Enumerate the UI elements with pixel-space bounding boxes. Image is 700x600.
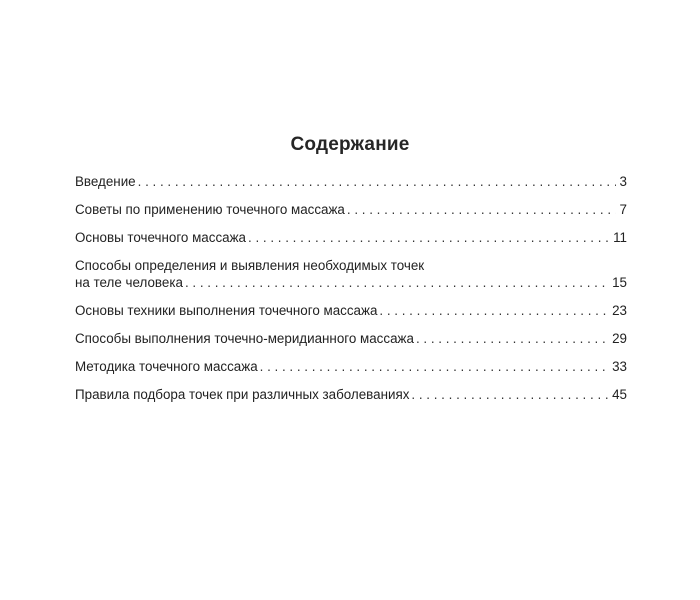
toc-entry-title: Правила подбора точек при различных заболеваниях xyxy=(75,387,410,402)
toc-entry xyxy=(75,302,627,319)
toc-entry xyxy=(75,173,627,190)
dot-leader xyxy=(138,173,616,190)
toc-entry-page: 23 xyxy=(612,303,627,318)
toc-entry-title: Советы по применению точечного массажа xyxy=(75,202,345,217)
dot-leader xyxy=(347,201,616,218)
toc-entry-title: Способы выполнения точечно-меридианного массажа xyxy=(75,331,414,346)
toc-entry-page: 7 xyxy=(619,202,627,217)
toc-entry-title: Введение xyxy=(75,174,136,189)
toc-entry-page: 45 xyxy=(612,387,627,402)
toc-entry xyxy=(75,330,627,347)
toc-entry-title: Методика точечного массажа xyxy=(75,359,258,374)
toc-entry-title: Основы точечного массажа xyxy=(75,230,246,245)
toc-entry-page: 15 xyxy=(612,275,627,290)
toc-entry-page: 3 xyxy=(619,174,627,189)
table-of-contents xyxy=(75,173,627,414)
dot-leader xyxy=(411,386,608,403)
toc-entry xyxy=(75,257,627,291)
dot-leader xyxy=(260,358,608,375)
toc-entry-page: 29 xyxy=(612,331,627,346)
toc-entry-page: 11 xyxy=(613,230,627,245)
toc-entry xyxy=(75,229,627,246)
toc-entry-page: 33 xyxy=(612,359,627,374)
toc-entry xyxy=(75,201,627,218)
dot-leader xyxy=(185,274,608,291)
dot-leader xyxy=(379,302,608,319)
toc-entry-title: на теле человека xyxy=(75,275,183,290)
toc-entry xyxy=(75,386,627,403)
dot-leader xyxy=(416,330,608,347)
toc-title: Содержание xyxy=(290,134,410,155)
toc-entry xyxy=(75,358,627,375)
toc-entry-title-line1: Способы определения и выявления необходимых точек xyxy=(75,258,425,273)
toc-entry-title: Основы техники выполнения точечного массажа xyxy=(75,303,378,318)
dot-leader xyxy=(248,229,609,246)
